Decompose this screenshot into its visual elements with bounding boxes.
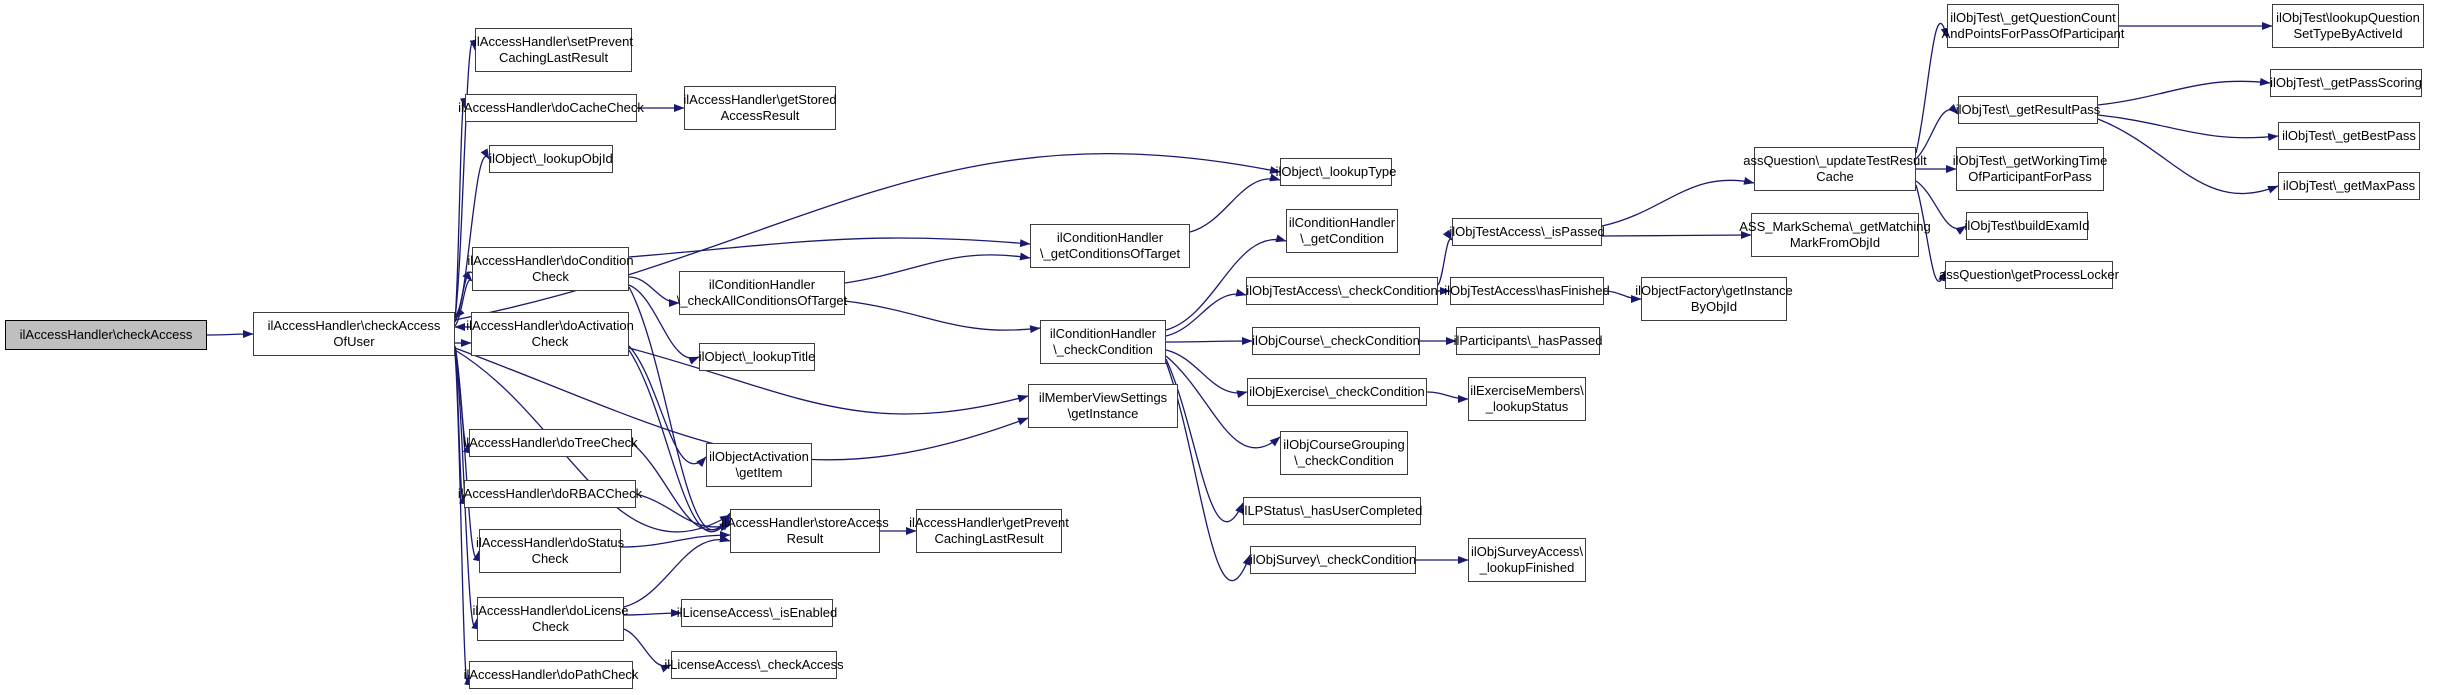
node-lp-status-has-user-completed[interactable] (1243, 497, 1421, 525)
node-do-condition-check[interactable] (467, 247, 634, 291)
node-label: CachingLastResult (934, 531, 1044, 546)
edge-do-status-check-to-store-access-result (621, 535, 730, 547)
node-store-access-result[interactable] (721, 509, 889, 553)
edge-do-condition-check-to-check-access-of-user (455, 272, 472, 318)
node-label: ilObjTest\_getPassScoring (2270, 75, 2422, 90)
edge-obj-test-access-is-passed-to-ass-mark-schema-get-matching-mark-from-obj-id (1602, 235, 1751, 236)
node-label: ilObject\_lookupTitle (698, 349, 816, 364)
node-label: ilObjTest\lookupQuestion (2276, 10, 2420, 25)
node-label: ilAccessHandler\doPathCheck (463, 667, 639, 682)
node-obj-test-get-pass-scoring[interactable] (2270, 69, 2422, 97)
node-ass-mark-schema-get-matching-mark-from-obj-id[interactable] (1739, 213, 1931, 257)
node-member-view-settings-get-instance[interactable] (1028, 384, 1178, 428)
node-label: ilConditionHandler (1056, 230, 1164, 245)
node-label: \_checkCondition (1053, 342, 1153, 357)
node-label: _lookupFinished (1479, 560, 1575, 575)
node-label: ilAccessHandler\checkAccess (267, 318, 441, 333)
node-label: ilObjTest\_getBestPass (2282, 128, 2416, 143)
node-label: \_getCondition (1300, 231, 1384, 246)
edge-do-condition-check-to-get-conditions-of-target (629, 238, 1030, 257)
node-label: Result (786, 531, 824, 546)
edge-obj-test-get-result-pass-to-obj-test-get-max-pass (2098, 119, 2278, 194)
node-do-cache-check[interactable] (458, 94, 644, 122)
node-label: \getItem (735, 465, 783, 480)
node-label: Check (532, 619, 569, 634)
node-lookup-obj-id[interactable] (489, 145, 613, 173)
node-license-check-access[interactable] (664, 651, 844, 679)
node-label: ilAccessHandler\doStatus (475, 535, 625, 550)
edge-check-condition-to-obj-test-access-check-condition (1166, 294, 1246, 336)
node-label: ilObjTest\_getWorkingTime (1952, 153, 2108, 168)
node-label: ilObjTestAccess\_isPassed (1449, 224, 1605, 239)
node-get-condition[interactable] (1286, 209, 1398, 253)
node-label: _lookupStatus (1485, 399, 1569, 414)
node-label: ilMemberViewSettings (1038, 390, 1168, 405)
node-label: assQuestion\getProcessLocker (1939, 267, 2119, 282)
edge-do-activation-check-to-object-activation-get-item (629, 346, 706, 464)
node-label: \_checkAllConditionsOfTarget (676, 293, 848, 308)
node-label: ilObjectFactory\getInstance (1635, 283, 1793, 298)
node-label: ilAccessHandler\doCondition (467, 253, 634, 268)
node-label: ilAccessHandler\checkAccess (19, 327, 193, 342)
node-participants-has-passed[interactable] (1453, 327, 1603, 355)
node-lookup-title[interactable] (699, 343, 815, 371)
edge-check-all-conditions-of-target-to-check-condition (845, 301, 1040, 330)
node-label: ilAccessHandler\setPrevent (474, 34, 633, 49)
edge-get-conditions-of-target-to-lookup-type (1190, 179, 1280, 232)
edge-do-rbac-check-to-store-access-result (636, 494, 730, 527)
node-do-activation-check[interactable] (466, 312, 634, 356)
node-il-object-factory-get-instance-by-obj-id[interactable] (1635, 277, 1793, 321)
node-exercise-members-lookup-status[interactable] (1468, 377, 1586, 421)
node-label: ilObjTest\_getMaxPass (2282, 178, 2416, 193)
node-label: ilObject\_lookupType (1275, 164, 1397, 179)
node-obj-test-access-has-finished[interactable] (1444, 277, 1610, 305)
node-label: ilObjTestAccess\_checkCondition (1246, 283, 1438, 298)
node-obj-course-grouping-check-condition[interactable] (1280, 431, 1408, 475)
node-label: ilObjSurvey\_checkCondition (1249, 552, 1417, 567)
node-label: ilObjTest\_getQuestionCount (1950, 10, 2116, 25)
edge-check-condition-to-obj-course-check-condition (1166, 341, 1252, 342)
node-obj-test-get-question-count-and-points[interactable] (1941, 4, 2125, 48)
node-label: ilObjTestAccess\hasFinished (1444, 283, 1610, 298)
node-label: Check (531, 551, 569, 566)
node-label: OfParticipantForPass (1968, 169, 2092, 184)
edge-check-access-of-user-to-do-cache-check (455, 103, 465, 320)
node-label: ilObjTest\_getResultPass (1955, 102, 2101, 117)
edge-ass-question-update-test-result-cache-to-obj-test-get-result-pass (1916, 110, 1958, 159)
edge-obj-test-get-result-pass-to-obj-test-get-best-pass (2098, 115, 2278, 138)
node-check-access[interactable] (5, 320, 207, 350)
node-obj-course-check-condition[interactable] (1252, 327, 1420, 355)
edge-check-access-of-user-to-lookup-obj-id (455, 156, 489, 322)
edge-do-condition-check-to-check-all-conditions-of-target (629, 277, 679, 303)
node-label: SetTypeByActiveId (2293, 26, 2403, 41)
node-obj-test-get-working-time[interactable] (1952, 147, 2108, 191)
edge-check-access-of-user-to-do-rbac-check (455, 348, 464, 499)
edge-check-all-conditions-of-target-to-get-conditions-of-target (845, 255, 1030, 283)
edge-check-condition-to-obj-survey-check-condition (1166, 362, 1250, 581)
node-label: Check (532, 269, 569, 284)
edge-obj-test-access-is-passed-to-ass-question-update-test-result-cache (1602, 180, 1754, 226)
node-label: OfUser (333, 334, 375, 349)
node-set-prevent-caching-last-result[interactable] (475, 28, 632, 72)
node-get-prevent-caching-last-result[interactable] (909, 509, 1069, 553)
node-label: ilLicenseAccess\_isEnabled (676, 605, 838, 620)
node-obj-test-access-is-passed[interactable] (1449, 218, 1605, 246)
node-label: ASS_MarkSchema\_getMatching (1739, 219, 1931, 234)
node-label: \getInstance (1067, 406, 1139, 421)
edge-obj-test-get-result-pass-to-obj-test-get-pass-scoring (2098, 81, 2270, 105)
node-obj-test-access-check-condition[interactable] (1246, 277, 1438, 305)
node-label: \_checkCondition (1294, 453, 1394, 468)
node-do-status-check[interactable] (475, 529, 625, 573)
edge-check-access-to-check-access-of-user (207, 334, 253, 335)
node-label: ilLPStatus\_hasUserCompleted (1241, 503, 1423, 518)
edge-do-activation-check-to-member-view-settings-get-instance (629, 348, 1028, 414)
node-label: ilObjCourseGrouping (1283, 437, 1405, 452)
node-label: ilAccessHandler\doCacheCheck (458, 100, 644, 115)
node-get-conditions-of-target[interactable] (1030, 224, 1190, 268)
node-label: ilObjExercise\_checkCondition (1249, 384, 1425, 399)
node-label: AndPointsForPassOfParticipant (1941, 26, 2125, 41)
node-obj-test-build-exam-id[interactable] (1966, 212, 2088, 240)
edge-check-access-of-user-to-do-tree-check (455, 346, 469, 447)
node-label: ilExerciseMembers\ (1470, 383, 1584, 398)
node-check-all-conditions-of-target[interactable] (676, 271, 848, 315)
node-label: ByObjId (1690, 299, 1738, 314)
node-label: ilObjectActivation (709, 449, 809, 464)
node-label: ilAccessHandler\doLicense (472, 603, 629, 618)
node-label: ilConditionHandler (1288, 215, 1396, 230)
node-label: \_getConditionsOfTarget (1039, 246, 1181, 261)
node-label: ilConditionHandler (1049, 326, 1157, 341)
node-label: ilObject\_lookupObjId (489, 151, 613, 166)
node-label: ilObjCourse\_checkCondition (1252, 333, 1420, 348)
node-label: ilAccessHandler\getStored (683, 92, 837, 107)
node-label: ilAccessHandler\doTreeCheck (463, 435, 638, 450)
node-label: assQuestion\_updateTestResult (1743, 153, 1927, 168)
node-check-condition[interactable] (1040, 320, 1166, 364)
node-obj-exercise-check-condition[interactable] (1247, 378, 1427, 406)
node-check-access-of-user[interactable] (253, 312, 455, 356)
node-obj-test-get-best-pass[interactable] (2278, 122, 2420, 150)
node-label: MarkFromObjId (1789, 235, 1881, 250)
edge-do-license-check-to-license-is-enabled (624, 613, 681, 615)
node-license-is-enabled[interactable] (676, 599, 838, 627)
node-do-path-check[interactable] (463, 661, 639, 689)
node-label: AccessResult (720, 108, 800, 123)
node-label: ilConditionHandler (708, 277, 816, 292)
node-obj-survey-access-lookup-finished[interactable] (1468, 538, 1586, 582)
node-label: ilObjTest\buildExamId (1964, 218, 2090, 233)
node-obj-test-get-max-pass[interactable] (2278, 172, 2420, 200)
node-label: ilAccessHandler\storeAccess (721, 515, 889, 530)
node-object-activation-get-item[interactable] (706, 443, 812, 487)
node-label: Cache (1816, 169, 1854, 184)
node-get-stored-access-result[interactable] (684, 86, 836, 130)
edge-do-activation-check-to-store-access-result (629, 350, 730, 532)
node-label: Check (531, 334, 569, 349)
node-label: ilParticipants\_hasPassed (1453, 333, 1603, 348)
node-obj-survey-check-condition[interactable] (1250, 546, 1416, 574)
edge-ass-question-update-test-result-cache-to-obj-test-get-question-count-and-points (1916, 23, 1947, 153)
node-label: ilObjSurveyAccess\ (1471, 544, 1583, 559)
node-label: ilLicenseAccess\_checkAccess (664, 657, 844, 672)
node-do-license-check[interactable] (472, 597, 629, 641)
node-do-rbac-check[interactable] (457, 480, 643, 508)
node-label: ilAccessHandler\doActivation (466, 318, 634, 333)
node-label: ilAccessHandler\doRBACCheck (457, 486, 643, 501)
node-obj-test-get-result-pass[interactable] (1955, 96, 2101, 124)
node-ass-question-update-test-result-cache[interactable] (1743, 147, 1927, 191)
node-label: ilAccessHandler\getPrevent (909, 515, 1069, 530)
edge-do-condition-check-to-store-access-result (629, 287, 730, 530)
node-do-tree-check[interactable] (463, 429, 638, 457)
node-lookup-type[interactable] (1275, 158, 1397, 186)
edge-check-access-of-user-to-do-path-check (455, 354, 469, 684)
edge-check-condition-to-obj-exercise-check-condition (1166, 350, 1247, 393)
node-obj-test-lookup-question-set-type[interactable] (2272, 4, 2424, 48)
node-label: CachingLastResult (498, 50, 609, 65)
node-ass-question-get-process-locker[interactable] (1939, 261, 2119, 289)
edge-do-license-check-to-store-access-result (624, 540, 730, 607)
edge-obj-exercise-check-condition-to-exercise-members-lookup-status (1427, 392, 1468, 399)
